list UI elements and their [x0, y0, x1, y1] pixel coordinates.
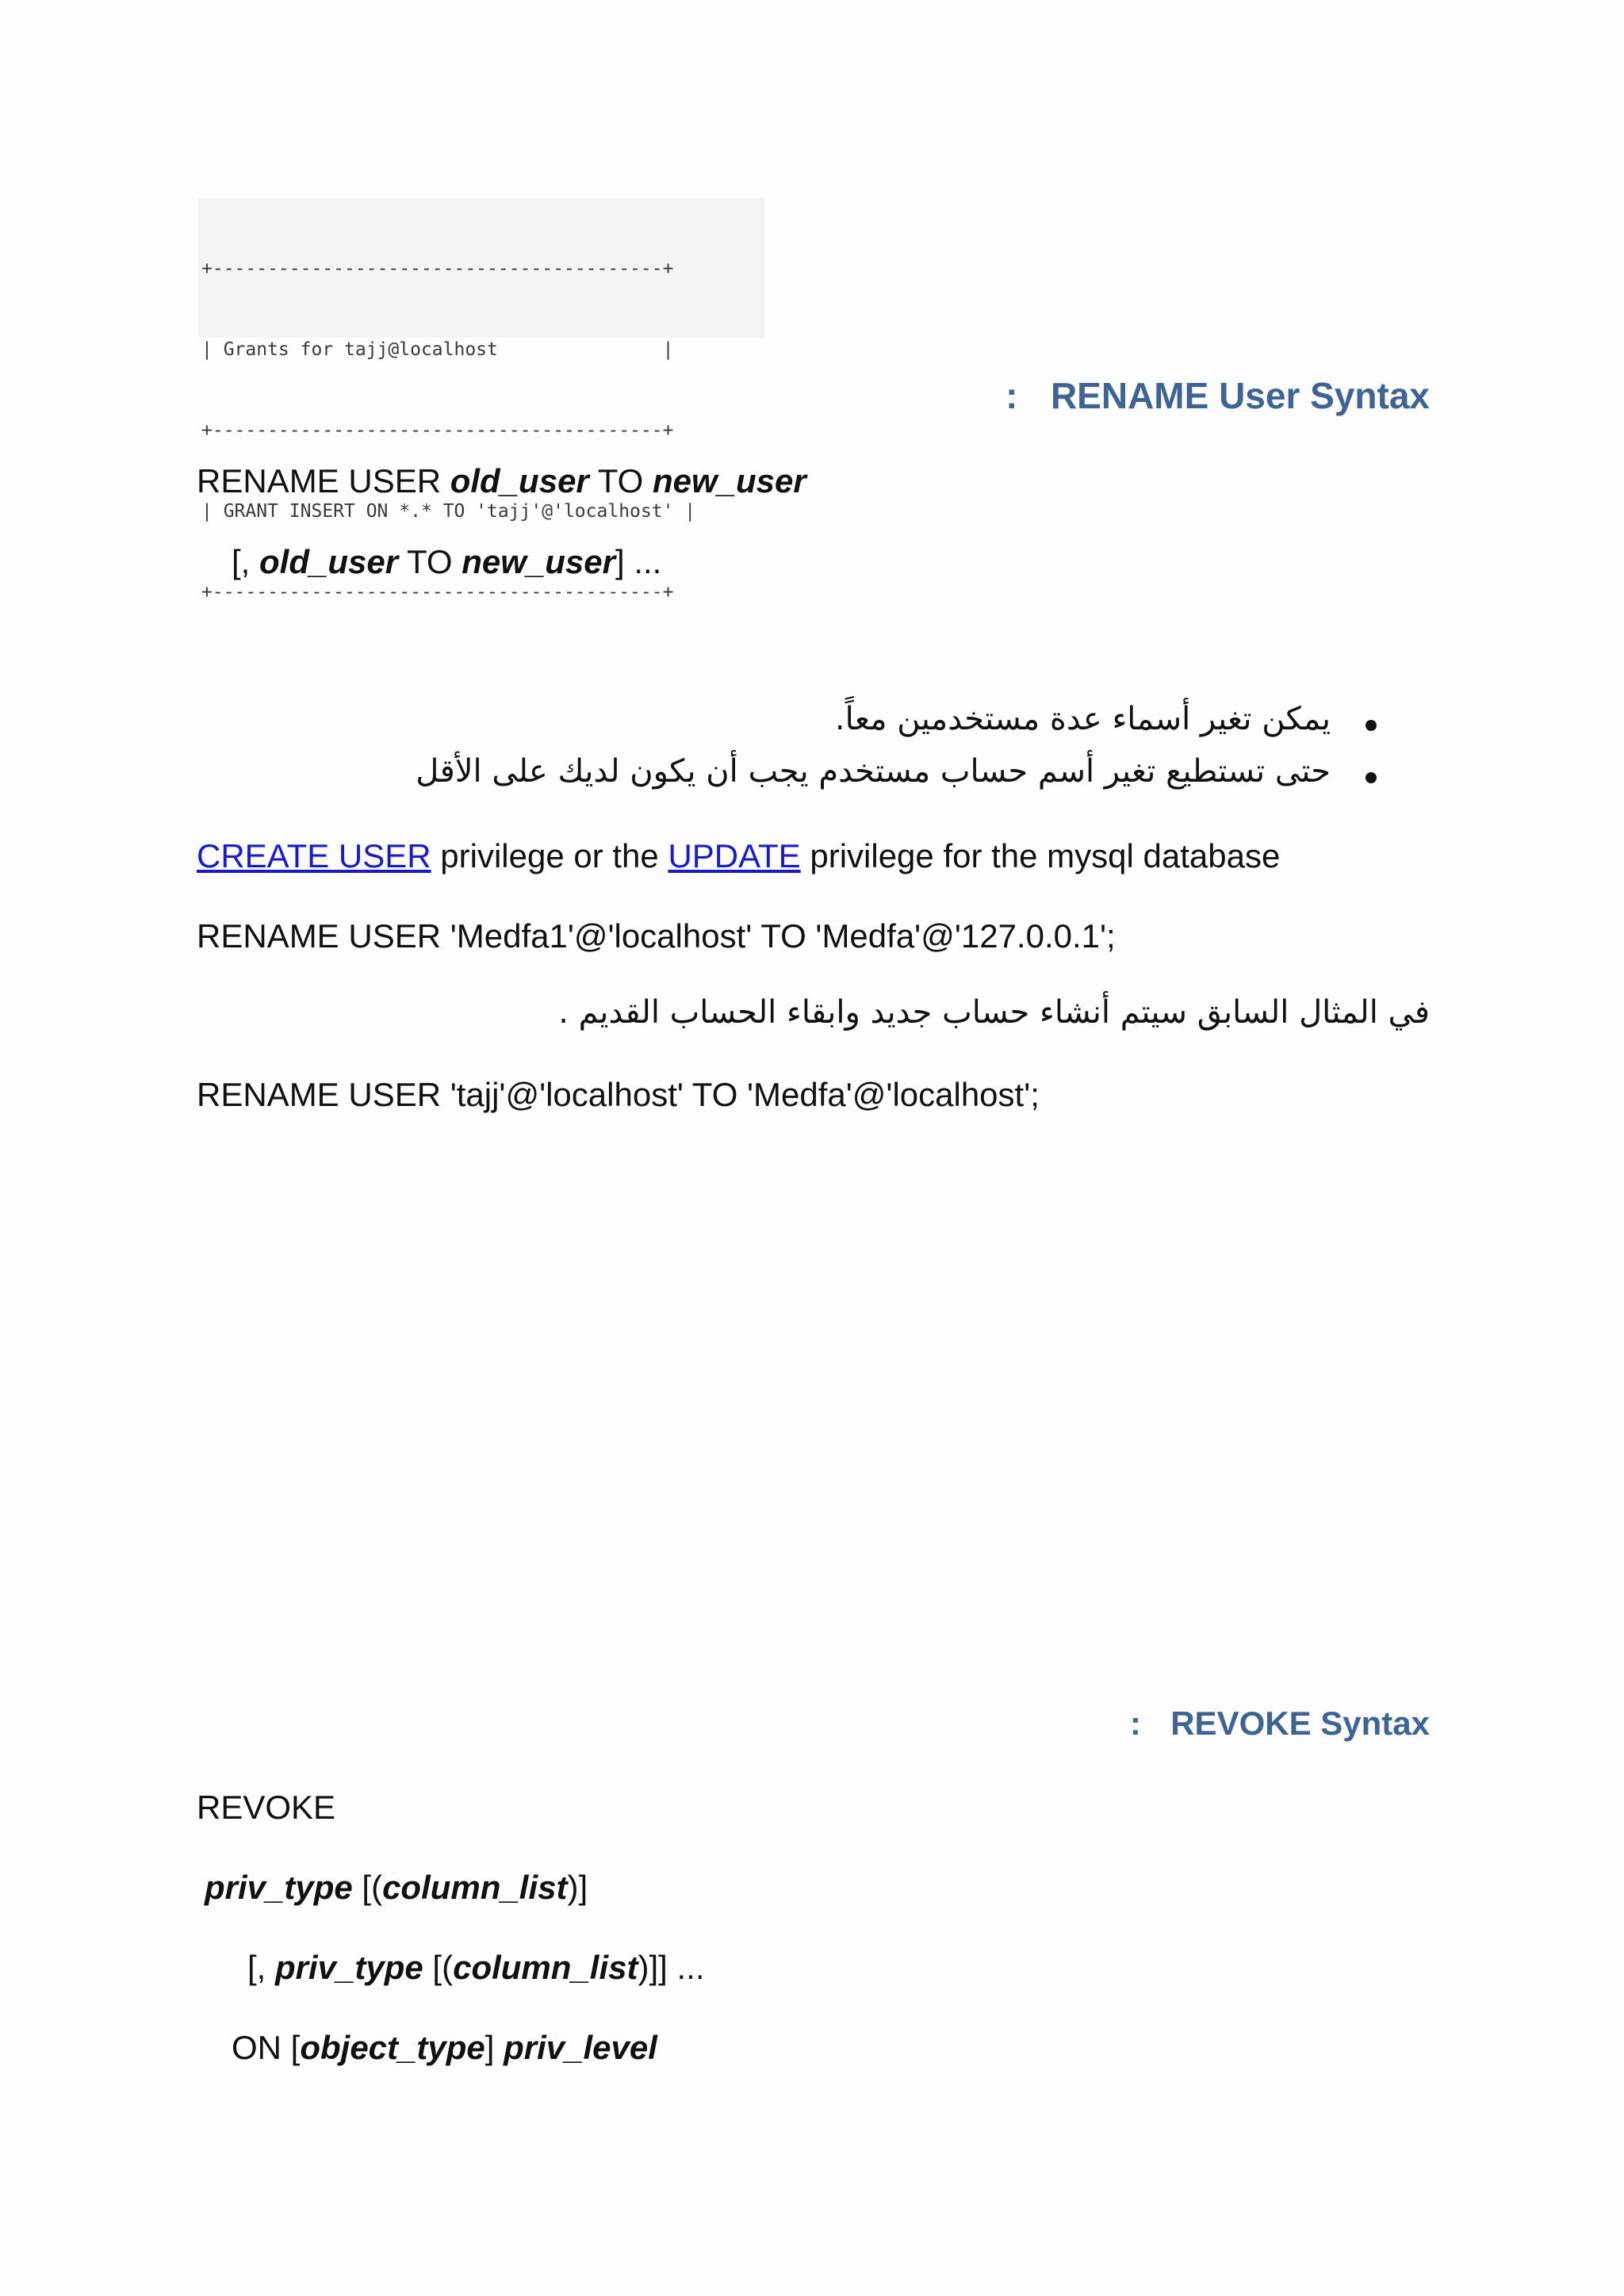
syntax-param: new_user	[462, 543, 615, 580]
grants-box-line: | GRANT INSERT ON *.* TO 'tajj'@'localhost' |	[201, 501, 696, 522]
syntax-text: [,	[247, 1949, 276, 1986]
rename-note: في المثال السابق سيتم أنشاء حساب جديد وابقاء الحساب القديم .	[558, 994, 1430, 1031]
create-user-link[interactable]: CREATE USER	[197, 837, 431, 874]
heading-colon: :	[1005, 375, 1018, 416]
rename-heading	[1005, 374, 1430, 417]
syntax-text: ]	[485, 2029, 504, 2066]
syntax-text: ON [	[232, 2029, 301, 2066]
syntax-text: ] ...	[615, 543, 662, 580]
grants-box-line: +-----------------------------------------+	[201, 258, 674, 279]
syntax-text: TO	[588, 462, 653, 499]
syntax-text: )]	[567, 1869, 588, 1906]
syntax-text: [,	[232, 543, 260, 580]
syntax-param: priv_type	[275, 1949, 423, 1986]
revoke-heading	[1130, 1705, 1430, 1743]
bullet-item	[835, 701, 1331, 737]
heading-text: RENAME User Syntax	[1050, 375, 1430, 416]
syntax-param: priv_level	[504, 2029, 657, 2066]
rename-example-2: RENAME USER 'tajj'@'localhost' TO 'Medfa'@'localhost';	[197, 1076, 1040, 1113]
grants-box-line: | Grants for tajj@localhost |	[201, 339, 674, 360]
update-link[interactable]: UPDATE	[668, 837, 801, 874]
grants-box-line: +-----------------------------------------+	[201, 420, 674, 441]
syntax-param: old_user	[259, 543, 399, 580]
heading-text: REVOKE Syntax	[1170, 1705, 1430, 1742]
rename-syntax-line2	[232, 542, 661, 582]
rename-syntax-line1	[197, 461, 806, 501]
syntax-param: column_list	[453, 1949, 638, 1986]
syntax-text: RENAME USER	[197, 462, 450, 499]
revoke-syntax-line3	[247, 1948, 704, 1988]
bullet-dot-icon	[1365, 772, 1377, 783]
rename-example-1: RENAME USER 'Medfa1'@'localhost' TO 'Medfa'@'127.0.0.1';	[197, 917, 1116, 955]
bullet-text: يمكن تغير أسماء عدة مستخدمين معاً.	[834, 701, 1331, 737]
revoke-syntax-line1: REVOKE	[197, 1789, 336, 1826]
bullet-item	[416, 753, 1331, 790]
syntax-param: old_user	[450, 462, 589, 499]
syntax-param: priv_type	[205, 1869, 353, 1906]
syntax-text: [(	[352, 1869, 383, 1906]
syntax-text: )]] ...	[638, 1949, 705, 1986]
syntax-param: new_user	[652, 462, 806, 499]
privilege-text: privilege or the	[431, 837, 668, 874]
syntax-text: TO	[398, 543, 462, 580]
syntax-param: column_list	[382, 1869, 568, 1906]
syntax-text: [(	[423, 1949, 454, 1986]
privilege-line	[197, 836, 1280, 876]
privilege-text: privilege for the mysql database	[800, 837, 1281, 874]
heading-colon: :	[1129, 1705, 1141, 1742]
syntax-param: object_type	[300, 2029, 485, 2066]
bullet-dot-icon	[1365, 720, 1377, 731]
bullet-text: حتى تستطيع تغير أسم حساب مستخدم يجب أن يكون لديك على الأقل	[416, 753, 1331, 790]
grants-box-line: +-----------------------------------------+	[201, 582, 674, 603]
revoke-syntax-line2	[205, 1868, 588, 1908]
revoke-syntax-line4	[232, 2028, 657, 2068]
